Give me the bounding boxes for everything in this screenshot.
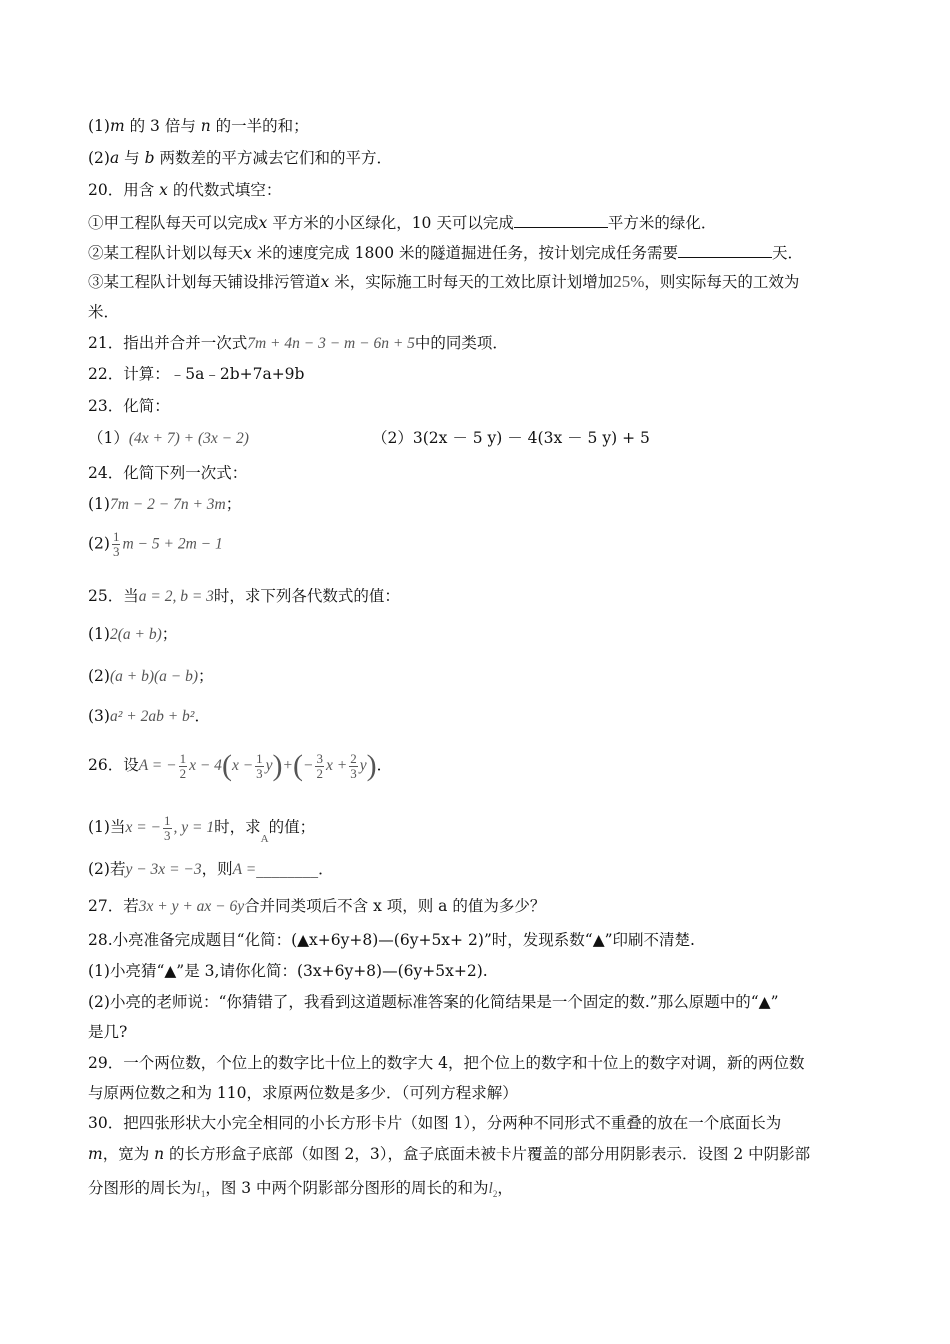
percent-value: 25%	[613, 272, 645, 291]
answer-blank[interactable]: ________．	[256, 860, 334, 878]
question-30	[88, 1113, 781, 1133]
question-27	[88, 896, 545, 917]
var-a: a	[109, 149, 120, 167]
math-expression: a = 2, b = 3	[138, 588, 214, 605]
fraction	[255, 752, 264, 781]
question-22	[88, 364, 304, 384]
question-28-part-1	[88, 961, 488, 981]
question-30-cont-2	[88, 1178, 513, 1204]
text: 米．	[88, 303, 120, 321]
math-expression: y	[265, 757, 273, 774]
fraction	[112, 530, 121, 559]
text: ，则实际每天的工效为	[644, 273, 800, 291]
left-paren: (	[221, 749, 232, 782]
math-expression: (a + b)(a − b)	[109, 668, 199, 685]
question-23-part-2	[372, 428, 650, 448]
text: (1)小亮猜“▲”是 3,请你化简：(3x+6y+8)—(6y+5x+2).	[88, 962, 488, 980]
question-24	[88, 463, 247, 483]
numerator: 1	[164, 812, 171, 828]
denominator: 2	[316, 765, 323, 781]
text: 的 3 倍与	[124, 117, 201, 135]
var-x: x	[320, 273, 330, 291]
text: 天．	[772, 244, 804, 262]
text: 两数差的平方减去它们和的平方．	[154, 149, 392, 167]
text: (2)	[88, 534, 110, 553]
question-26-part-2	[88, 859, 334, 880]
text: (2)	[88, 667, 110, 685]
text: 时，求下列各代数式的值：	[213, 587, 400, 605]
text: (3)	[88, 707, 110, 725]
question-20-item-1	[88, 211, 716, 233]
text: ，图 3 中两个阴影部分图形的周长的和为	[205, 1179, 489, 1197]
question-30-cont-1	[88, 1144, 810, 1164]
text: 合并同类项后不含 x 项，则 a 的值为多少？	[244, 897, 546, 915]
text: ，则	[201, 860, 233, 878]
subscript: 1	[200, 1189, 206, 1200]
math-expression: x = −	[125, 819, 162, 836]
text: 米，实际施工时每天的工效比原计划增加	[329, 273, 614, 291]
fraction	[163, 814, 172, 843]
text: 中的同类项．	[414, 334, 508, 352]
text: (1)	[88, 625, 110, 643]
text: 的一半的和；	[210, 117, 309, 135]
question-25-part-2	[88, 666, 214, 687]
question-25-part-1	[88, 624, 177, 645]
question-20-item-3	[88, 272, 799, 292]
math-expression: 3(2x － 5 y) － 4(3x － 5 y) + 5	[412, 429, 650, 447]
question-19-part-2	[88, 148, 392, 168]
var-l: l	[488, 1180, 493, 1197]
var-n: n	[200, 117, 211, 135]
fraction	[179, 752, 188, 781]
math-expression: +	[282, 757, 294, 774]
numerator: 1	[256, 750, 263, 766]
text: ①甲工程队每天可以完成	[88, 214, 259, 232]
text: 分图形的周长为	[88, 1179, 197, 1197]
question-25	[88, 586, 400, 607]
text: ．	[194, 707, 210, 725]
question-29	[88, 1053, 805, 1073]
text: 21．指出并合并一次式	[88, 334, 248, 352]
right-paren: )	[366, 749, 377, 782]
numerator: 3	[316, 750, 323, 766]
text: 平方米的小区绿化，10 天可以完成	[267, 214, 514, 232]
text: （1）	[88, 429, 129, 447]
answer-blank[interactable]	[678, 241, 772, 258]
math-expression: a² + 2ab + b²	[109, 708, 195, 725]
text: 27．若	[88, 897, 139, 915]
math-expression: y	[359, 757, 367, 774]
text: 时，求	[214, 818, 261, 836]
text: ；	[198, 667, 214, 685]
text: 米的速度完成 1800 米的隧道掘进任务，按计划完成任务需要	[251, 244, 678, 262]
question-23-part-1	[88, 428, 249, 449]
math-expression: 7m − 2 − 7n + 3m	[109, 496, 226, 513]
text: 与原两位数之和为 110，求原两位数是多少．（可列方程求解）	[88, 1084, 518, 1102]
question-20-item-3-cont	[88, 302, 119, 322]
left-paren: (	[293, 749, 304, 782]
math-expression: x −	[231, 757, 254, 774]
math-expression: −	[303, 757, 314, 774]
text: 24．化简下列一次式：	[88, 464, 248, 482]
text: ；	[225, 495, 242, 513]
var-m: m	[88, 1145, 103, 1163]
var-n: n	[154, 1145, 165, 1163]
text: (2)	[88, 149, 110, 167]
math-expression: , y = 1	[173, 819, 215, 836]
math-expression: A =	[232, 861, 257, 878]
question-19-part-1	[88, 116, 309, 136]
denominator: 3	[256, 765, 263, 781]
fraction	[349, 752, 358, 781]
question-29-cont	[88, 1083, 518, 1103]
math-expression: 3x + y + ax − 6y	[138, 898, 245, 915]
denominator: 3	[112, 544, 120, 559]
math-expression: 7m + 4n − 3 − m − 6n + 5	[247, 335, 415, 352]
math-expression: (4x + 7) + (3x − 2)	[128, 430, 249, 447]
text: 20．用含	[88, 181, 160, 199]
var-m: m	[109, 117, 125, 135]
question-28	[88, 930, 695, 950]
fraction	[315, 752, 324, 781]
var-l: l	[196, 1180, 201, 1197]
math-expression: m − 5 + 2m − 1	[122, 535, 223, 553]
numerator: 1	[179, 750, 187, 766]
right-paren: )	[272, 749, 283, 782]
question-28-part-2-cont	[88, 1022, 127, 1042]
text: (2)小亮的老师说：“你猜错了，我看到这道题标准答案的化简结果是一个固定的数.”那么原题中的“▲”	[88, 993, 779, 1011]
text: (2)若	[88, 860, 126, 878]
question-24-part-1	[88, 494, 241, 515]
question-20	[88, 180, 281, 200]
numerator: 2	[350, 750, 357, 766]
text: 30．把四张形状大小完全相同的小长方形卡片（如图 1），分两种不同形式不重叠的放在一个底面长为	[88, 1114, 782, 1132]
denominator: 3	[164, 827, 171, 843]
text: 29．一个两位数，个位上的数字比十位上的数字大 4，把个位上的数字和十位上的数字对调，新的两位数	[88, 1054, 805, 1072]
math-expression: x +	[325, 757, 348, 774]
denominator: 2	[179, 765, 187, 781]
question-24-part-2	[88, 530, 223, 559]
text: （2）	[372, 429, 413, 447]
numerator: 1	[112, 529, 120, 544]
text: 是几?	[88, 1023, 128, 1041]
text: 26．设	[88, 756, 139, 774]
math-expression: y − 3x = −3	[125, 861, 202, 878]
text: ．	[376, 756, 393, 774]
denominator: 3	[350, 765, 357, 781]
math-expression: 2(a + b)	[109, 626, 162, 643]
var-x: x	[243, 244, 252, 262]
text: ，	[497, 1179, 513, 1197]
text: 的代数式填空：	[167, 181, 282, 199]
var-A: A	[260, 833, 269, 845]
text: 23．化简：	[88, 397, 170, 415]
question-23	[88, 396, 170, 416]
var-b: b	[144, 149, 155, 167]
question-26-part-1	[88, 812, 315, 854]
text: 28.小亮准备完成题目“化简：(▲x+6y+8)—(6y+5x+ 2)”时，发现系数“▲”印刷不清楚.	[88, 931, 695, 949]
math-expression: A = −	[138, 757, 177, 774]
question-25-part-3	[88, 706, 210, 727]
text: (1)	[88, 117, 110, 135]
question-26	[88, 748, 392, 783]
text: 与	[119, 149, 145, 167]
text: (1)当	[88, 818, 126, 836]
text: 的值；	[268, 818, 316, 836]
text: ；	[161, 625, 178, 643]
answer-blank[interactable]	[514, 211, 608, 228]
text: ，宽为	[102, 1145, 155, 1163]
text: ③某工程队计划每天铺设排污管道	[88, 273, 321, 291]
text: 的长方形盒子底部（如图 2，3），盒子底面未被卡片覆盖的部分用阴影表示．设图 2 中阴影部	[164, 1145, 811, 1163]
text: 22．计算：﹣5a﹣2b+7a+9b	[88, 365, 305, 383]
text: 25．当	[88, 587, 139, 605]
text: 平方米的绿化．	[607, 214, 717, 232]
text: (1)	[88, 495, 110, 513]
question-28-part-2	[88, 992, 779, 1012]
var-x: x	[258, 214, 268, 232]
question-21	[88, 333, 508, 354]
subscript: 2	[492, 1189, 498, 1200]
text: ②某工程队计划以每天	[88, 244, 244, 262]
math-expression: x − 4	[189, 757, 222, 774]
var-x: x	[159, 181, 168, 199]
question-20-item-2	[88, 241, 803, 263]
